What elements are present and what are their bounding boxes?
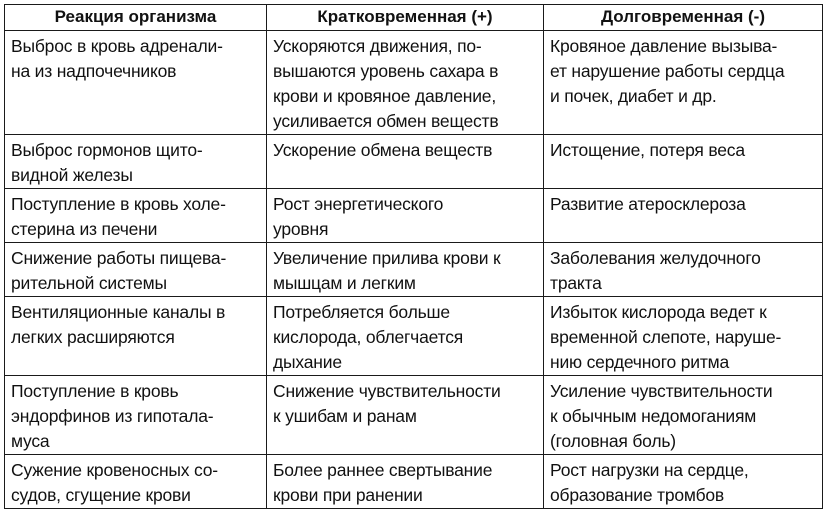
reaction-cell [5, 31, 267, 135]
cell-text-line: Истощение, потеря веса [550, 140, 745, 160]
table-row [5, 455, 823, 509]
short-term-cell [267, 243, 544, 297]
cell-text-line: Сужение кровеносных со- [11, 460, 218, 480]
cell-text-line: на из надпочечников [11, 61, 177, 81]
cell-text-line: Рост нагрузки на сердце, [550, 460, 749, 480]
cell-text-line: Заболевания желудочного [550, 248, 761, 268]
table-row [5, 376, 823, 455]
cell-text-line: тракта [550, 273, 602, 293]
long-term-cell [544, 376, 823, 455]
cell-text-line: Ускорение обмена веществ [273, 140, 493, 160]
cell-text-line: крови при ранении [273, 485, 423, 505]
short-term-cell [267, 189, 544, 243]
cell-text-line: к ушибам и ранам [273, 406, 417, 426]
header-reaction: Реакция организма [5, 5, 267, 31]
table-row [5, 135, 823, 189]
cell-text-line: Кровяное давление вызыва- [550, 36, 778, 56]
table-row [5, 189, 823, 243]
cell-text-line: Избыток кислорода ведет к [550, 302, 767, 322]
table-row [5, 297, 823, 376]
cell-text-line: видной железы [11, 165, 133, 185]
table-row [5, 243, 823, 297]
cell-text-line: Поступление в кровь [11, 381, 179, 401]
cell-text-line: нию сердечного ритма [550, 352, 729, 372]
cell-text-line: Ускоряются движения, по- [273, 36, 482, 56]
reactions-table [4, 4, 823, 509]
cell-text-line: образование тромбов [550, 485, 725, 505]
table-body [5, 31, 823, 509]
header-short-term: Кратковременная (+) [267, 5, 544, 31]
reaction-cell [5, 243, 267, 297]
long-term-cell [544, 135, 823, 189]
reaction-cell [5, 297, 267, 376]
cell-text-line: кислорода, облегчается [273, 327, 464, 347]
cell-text-line: судов, сгущение крови [11, 485, 191, 505]
cell-text-line: Усиление чувствительности [550, 381, 773, 401]
header-row [5, 5, 823, 31]
long-term-cell [544, 455, 823, 509]
cell-text-line: Рост энергетического [273, 194, 444, 214]
cell-text-line: Вентиляционные каналы в [11, 302, 226, 322]
cell-text-line: дыхание [273, 352, 342, 372]
long-term-cell [544, 243, 823, 297]
cell-text-line: легких расширяются [11, 327, 175, 347]
cell-text-line: к обычным недомоганиям [550, 406, 757, 426]
cell-text-line: усиливается обмен веществ [273, 111, 499, 131]
cell-text-line: рительной системы [11, 273, 167, 293]
short-term-cell [267, 31, 544, 135]
short-term-cell [267, 455, 544, 509]
cell-text-line: временной слепоте, наруше- [550, 327, 782, 347]
cell-text-line: и почек, диабет и др. [550, 86, 717, 106]
short-term-cell [267, 376, 544, 455]
reaction-cell [5, 189, 267, 243]
long-term-cell [544, 297, 823, 376]
short-term-cell [267, 297, 544, 376]
cell-text-line: (головная боль) [550, 431, 676, 451]
reaction-cell [5, 376, 267, 455]
cell-text-line: Поступление в кровь холе- [11, 194, 226, 214]
cell-text-line: муса [11, 431, 50, 451]
cell-text-line: эндорфинов из гипотала- [11, 406, 214, 426]
cell-text-line: ет нарушение работы сердца [550, 61, 785, 81]
cell-text-line: вышаются уровень сахара в [273, 61, 499, 81]
cell-text-line: Выброс гормонов щито- [11, 140, 203, 160]
cell-text-line: Увеличение прилива крови к [273, 248, 501, 268]
long-term-cell [544, 189, 823, 243]
long-term-cell [544, 31, 823, 135]
cell-text-line: крови и кровяное давление, [273, 86, 497, 106]
table-row [5, 31, 823, 135]
cell-text-line: Развитие атеросклероза [550, 194, 746, 214]
cell-text-line: Снижение чувствительности [273, 381, 501, 401]
cell-text-line: уровня [273, 219, 329, 239]
cell-text-line: стерина из печени [11, 219, 158, 239]
cell-text-line: Более раннее свертывание [273, 460, 493, 480]
short-term-cell [267, 135, 544, 189]
cell-text-line: Снижение работы пищева- [11, 248, 227, 268]
reaction-cell [5, 135, 267, 189]
cell-text-line: мышцам и легким [273, 273, 416, 293]
header-long-term: Долговременная (-) [544, 5, 823, 31]
cell-text-line: Выброс в кровь адренали- [11, 36, 223, 56]
reaction-cell [5, 455, 267, 509]
cell-text-line: Потребляется больше [273, 302, 450, 322]
